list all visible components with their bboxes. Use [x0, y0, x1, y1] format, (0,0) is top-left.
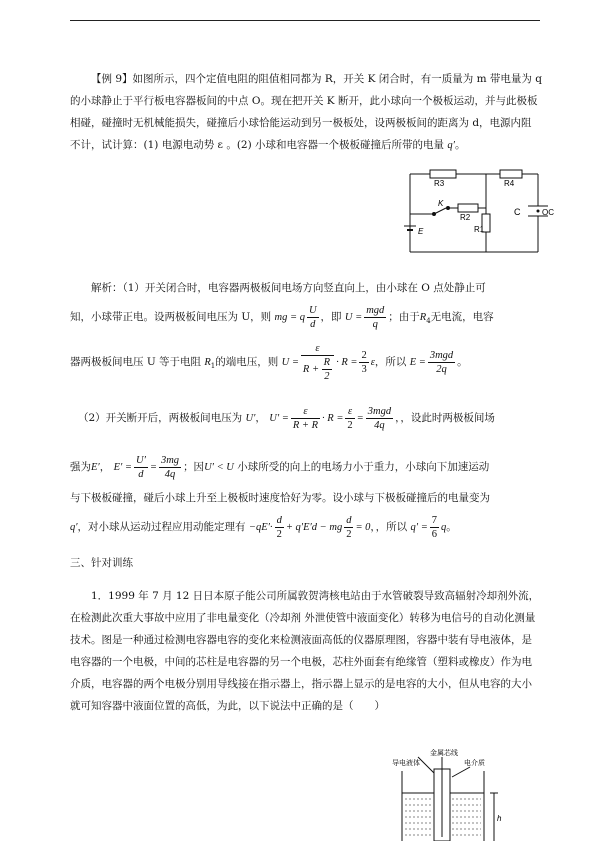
label-h: h — [497, 814, 502, 823]
label-oc: OC — [542, 208, 554, 217]
formula-energy: −qE′· $\frac{d}{2}$ + q′E′d − mg $\frac{d}{2}$ = 0 — [248, 515, 371, 541]
formula-Uprime: U′ = $\frac{\varepsilon}{R + R}$ · R = $\frac{\varepsilon}{2}$ = 3mgd 4q — [269, 406, 392, 432]
sol-line-6: 与下极板碰撞，碰后小球上升至上极板时速度恰好为零。设小球与下极板碰撞后的电量变为 — [70, 492, 490, 504]
sol-line-7: q′，对小球从运动过程应用动能定理有 −qE′· $\frac{d}{2}$ + q′E′d − mg $\frac{d}{2}$ = 0，，所以 q′ = $\frac{7}{6}$ q。 — [70, 515, 457, 541]
sol-line-1: 解析：（1）开关闭合时，电容器两极板间电场方向竖直向上，由小球在 O 点处静止可 — [91, 282, 486, 294]
example-tag: 【例 9】 — [91, 73, 133, 85]
label-c: C — [514, 207, 521, 217]
formula-U-eps: U = ε R + $\frac{R}{2}$ · R = $\frac{2}{3}$ ε — [281, 343, 375, 382]
sol-line-3: 器两极板间电压 U 等于电阻 $R_1$的端电压，则 U = ε R + $\frac{R}{2}$ · R = $\frac{2}{3}$ ε，所以 E = 3mgd 2q 。 — [70, 343, 468, 382]
formula-E: E = 3mgd 2q — [409, 350, 454, 375]
label-r1: R1 — [474, 225, 485, 234]
formula-Eprime: E′ = $\frac{U'}{d}$ = $\frac{3mg}{4q}$ — [113, 455, 180, 481]
label-core: 金属芯线 — [430, 750, 458, 757]
formula-U: U = mgd q — [344, 305, 385, 331]
question-1: 1．1999 年 7 月 12 日日本原子能公司所属敦贺湾核电站由于水管破裂导致高辐射冷却剂外流，在检测此次重大事故中应用了非电量变化（冷却剂 外泄使管中液面变化）转移为电信号的自动化测量技术。图是一种通过检测电容器电容的变化来检测液面高低的仪器原理图，容器中装有导电液体，是电容器的一个电极，中间的芯柱是电容器的另一个电极，芯柱外面套有绝缘管（塑料或橡皮）作为电介质，电容器的两个电极分别用导线接在指示器上，指示器上显示的是电容的大小，但从电容的大小就可知容器中液面位置的高低，为此，以下说法中正确的是（ ） — [70, 590, 540, 712]
sol-line-5: 强为E′， E′ = $\frac{U'}{d}$ = $\frac{3mg}{4q}$ ；因U′ < U 小球所受的向上的电场力小于重力，小球向下加速运动 — [70, 455, 490, 481]
label-dielectric: 电介质 — [464, 760, 485, 767]
sol-line-4: （2）开关断开后，两极板间电压为 U′， U′ = $\frac{\varepsilon}{R + R}$ · R = $\frac{\varepsilon}{2}$ = 3mgd 4q ，，设此时两极板间场 — [78, 406, 495, 432]
label-liquid: 导电液体 — [392, 760, 420, 767]
sol-line-2: 知，小球带正电。设两极板间电压为 U，则 mg = q $\frac{U}{d}$ ，即 U = mgd q ；由于$R_4$无电流，电容 — [70, 305, 494, 331]
label-k: K — [438, 199, 444, 208]
label-r2: R2 — [460, 213, 471, 222]
label-e: E — [418, 227, 424, 236]
formula-mg-qU-d: mg = q $\frac{U}{d}$ — [274, 305, 317, 331]
label-r4: R4 — [504, 179, 515, 188]
formula-qprime: q′ = $\frac{7}{6}$ q — [410, 515, 447, 541]
example-paragraph: 【例 9】如图所示，四个定值电阻的阻值相同都为 R，开关 K 闭合时，有一质量为 m 带电量为 q 的小球静止于平行板电容器板间的中点 O。现在把开关 K 断开，此小球向一个极板运动，并与此极板相碰，碰撞时无机械能损失，碰撞后小球恰能运动到另一极板处，设两极板间的距离为 d，电源内阻不计，试计算：(1) 电源电动势 ε 。(2) 小球和电容器一个极板碰撞后所带的电量 q′。 — [70, 73, 542, 151]
example-qprime: q′ — [447, 140, 455, 151]
label-r3: R3 — [434, 179, 445, 188]
circuit-diagram — [400, 168, 560, 258]
section-title: 三、针对训练 — [70, 557, 133, 569]
example-text: 如图所示，四个定值电阻的阻值相同都为 R，开关 K 闭合时，有一质量为 m 带电量为 q 的小球静止于平行板电容器板间的中点 O。现在把开关 K 断开，此小球向一个极板运动，并与此极板相碰，碰撞时无机械能损失，碰撞后小球恰能运动到另一极板处，设两极板间的距离为 d，电源内阻不计，试计算：(1) 电源电动势 ε 。(2) 小球和电容器一个极板碰撞后所带的电量 — [70, 73, 542, 151]
header-rule — [70, 20, 540, 21]
level-gauge-figure — [388, 747, 508, 841]
